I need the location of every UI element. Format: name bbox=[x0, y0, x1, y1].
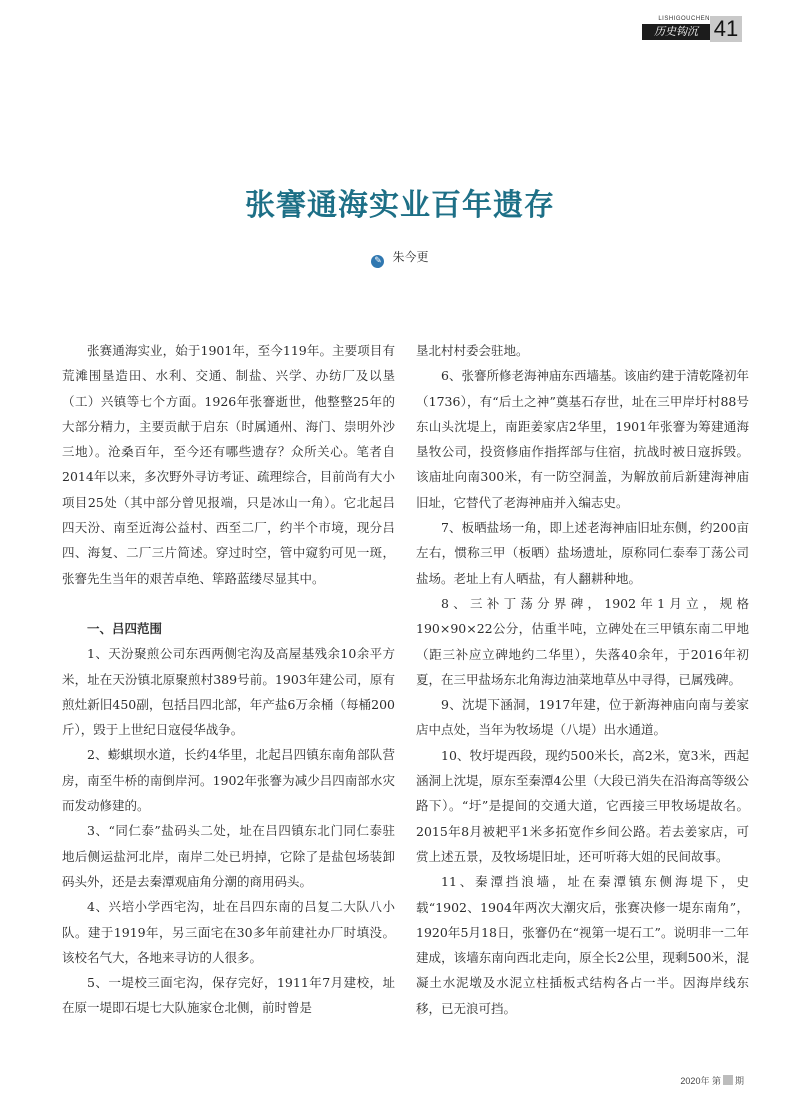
item-paragraph: 1、天汾聚煎公司东西两侧宅沟及高屋基残余10余平方米，址在天汾镇北原聚煎村389号前。1903年建公司，原有煎灶新旧450副，包括吕四北部，年产盐6万余桶（每桶200斤），毁于上世纪日寇侵华战争。 bbox=[62, 646, 395, 738]
issue-number-box bbox=[723, 1075, 733, 1085]
item-paragraph: 4、兴培小学西宅沟，址在吕四东南的吕复二大队八小队。建于1919年，另三面宅在30多年前建社办厂时填没。该校名气大，各地来寻访的人很多。 bbox=[62, 899, 395, 965]
footer-di: 第 bbox=[711, 1076, 721, 1086]
column-name-badge: 历史钩沉 bbox=[642, 24, 710, 40]
item-paragraph: 5、一堤校三面宅沟，保存完好，1911年7月建校，址在原一堤即石堤七大队施家仓北侧，前时曾是 bbox=[62, 975, 395, 1016]
item-paragraph: 3、“同仁泰”盐码头二处，址在吕四镇东北门同仁泰驻地后侧运盐河北岸，南岸二处已坍掉，它除了是盐包场装卸码头外，还是去秦潭观庙角分潮的商用码头。 bbox=[62, 823, 395, 889]
section-heading: 一、吕四范围 bbox=[87, 620, 163, 636]
column-pinyin: LISHIGOUCHEN bbox=[658, 16, 710, 22]
footer-qi: 期 bbox=[734, 1076, 744, 1086]
author-line bbox=[0, 248, 800, 268]
item-paragraph: 6、张謇所修老海神庙东西墙基。该庙约建于清乾隆初年（1736），有“后土之神”奠基石存世，址在三甲岸圩村88号东山头沈堤上，南距姜家店2华里，1901年张謇为筹建通海垦牧公司，投资修庙作指挥部与住宿，抗战时被日寇拆毁。该庙址向南300米，有一防空洞盖，为解放前后新建海神庙旧址，它替代了老海神庙并入编志史。 bbox=[416, 368, 749, 510]
page-number: 41 bbox=[710, 16, 742, 42]
intro-paragraph: 张赛通海实业，始于1901年，至今119年。主要项目有荒滩围垦造田、水利、交通、制盐、兴学、办纺厂及以垦（工）兴镇等七个方面。1926年张謇逝世，他整整25年的大部分精力，主要贡献于启东（时属通州、海门、崇明外沙三地）。沧桑百年，至今还有哪些遗存？众所关心。笔者自2014年以来，多次野外寻访考证、疏理综合，目前尚有大小项目25处（其中部分曾见报端，只是冰山一角）。它北起吕四天汾、南至近海公益村、西至二厂，约半个市境，现分吕四、海复、二厂三片简述。穿过时空，管中窥豹可见一斑，张謇先生当年的艰苦卓绝、筚路蓝缕尽显其中。 bbox=[62, 343, 395, 586]
pen-icon: ✎ bbox=[371, 255, 384, 268]
left-column bbox=[62, 338, 395, 1021]
item-paragraph: 9、沈堤下涵洞，1917年建，位于新海神庙向南与姜家店中点处，当年为牧场堤（八堤）出水通道。 bbox=[416, 697, 749, 738]
author-name: 朱今更 bbox=[392, 250, 429, 264]
running-header bbox=[622, 14, 742, 48]
item-paragraph: 7、板晒盐场一角，即上述老海神庙旧址东侧，约200亩左右，惯称三甲（板晒）盐场遗址，原称同仁泰奉丁荡公司盐场。老址上有人晒盐，有人翻耕种地。 bbox=[416, 520, 749, 586]
item-paragraph: 10、牧圩堤西段，现约500米长，高2米，宽3米，西起涵洞上沈堤，原东至秦潭4公里（大段已消失在沿海高等级公路下）。“圩”是提间的交通大道，它西接三甲牧场堤故名。2015年8月被耙平1米多拓宽作乡间公路。若去姜家店，可赏上述五景，及牧场堤旧址，还可听蒋大姐的民间故事。 bbox=[416, 747, 749, 864]
item-paragraph: 2、蟛蜞坝水道，长约4华里，北起吕四镇东南角部队营房，南至牛桥的南倒岸河。1902年张謇为减少吕四南部水灾而发动修建的。 bbox=[62, 747, 395, 814]
continuation-paragraph: 垦北村村委会驻地。 bbox=[416, 343, 529, 358]
article-title: 张謇通海实业百年遗存 bbox=[245, 188, 555, 223]
issue-footer bbox=[680, 1074, 744, 1087]
footer-year: 2020年 bbox=[680, 1076, 710, 1086]
right-column bbox=[416, 338, 749, 1021]
item-paragraph: 11、秦潭挡浪墙，址在秦潭镇东侧海堤下，史载“1902、1904年两次大潮灾后，张赛决修一堤东南角”，1920年5月18日，张謇仍在“视第一堤石工”。说明非一二年建成，该墙东南向西北走向，原全长2公里，现剩500米，混凝土水泥墩及水泥立柱插板式结构各占一半。因海岸线东移，已无浪可挡。 bbox=[416, 874, 749, 1016]
item-paragraph: 8、三补丁荡分界碑，1902年1月立，规格190×90×22公分，估重半吨，立碑处在三甲镇东南二甲地（距三补应立碑地约二华里），失落40余年，于2016年初夏，在三甲盐场东北角海边油菜地草丛中寻得，已属残碑。 bbox=[416, 595, 749, 687]
